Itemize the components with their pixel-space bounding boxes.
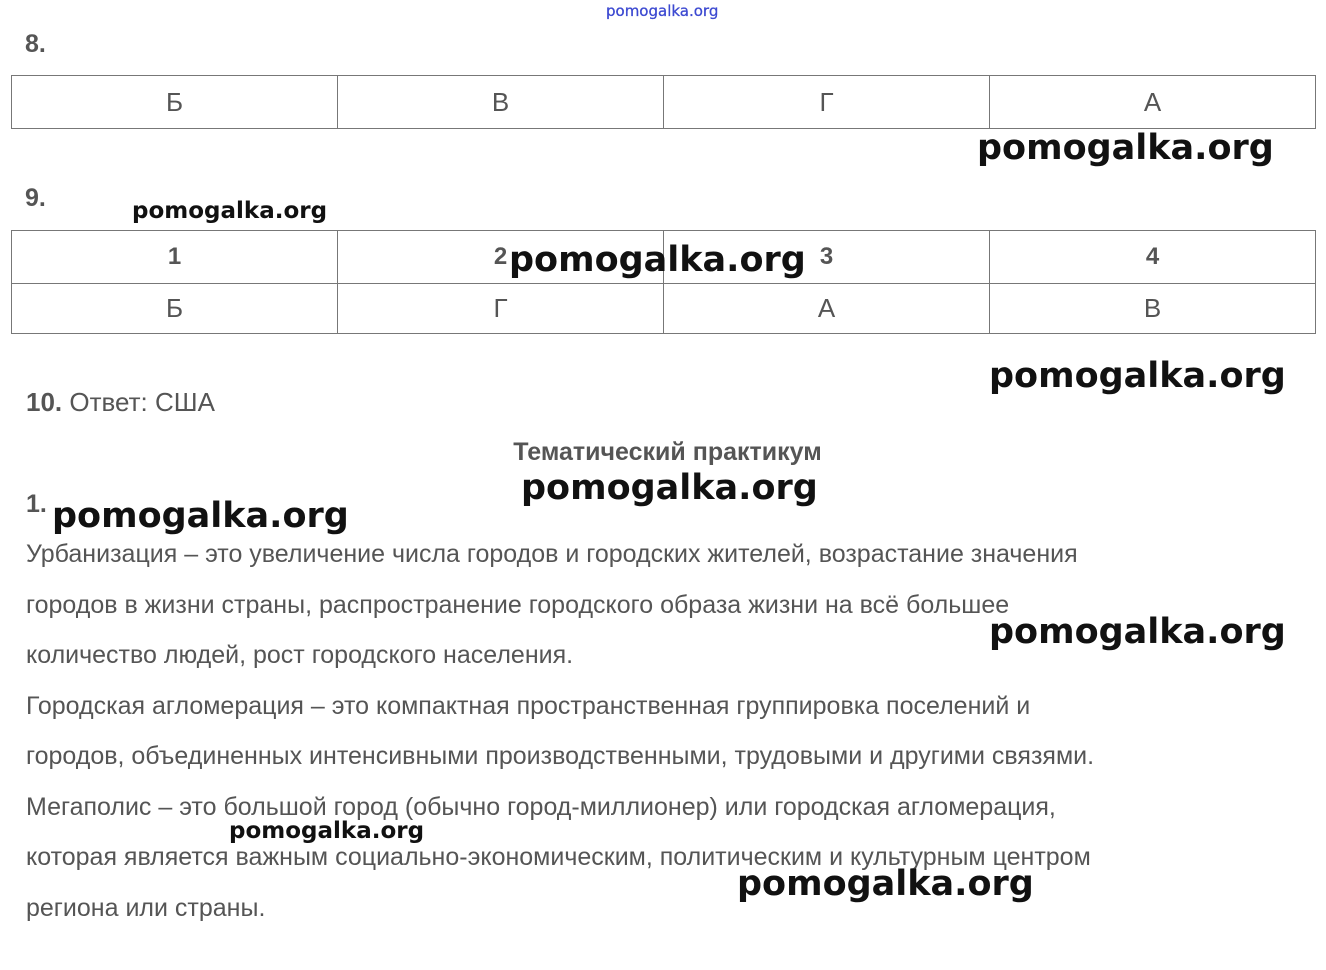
text-line: которая является важным социально-экономическим, политическим и культурным центром [26,843,1091,871]
task-1-body [26,529,1316,933]
task-9-header-3: 3 [664,231,990,284]
top-watermark: pomogalka.org [606,2,719,20]
watermark: pomogalka.org [989,612,1286,652]
task-10-answer: Ответ: США [69,387,215,417]
task-8-cell-1: Б [12,76,338,129]
text-line: городов, объединенных интенсивными производственными, трудовыми и другими связями. [26,742,1095,770]
watermark: pomogalka.org [52,496,349,536]
section-title [0,438,1326,467]
task-9-cell-1: Б [12,284,338,334]
text-line: Мегаполис – это большой город (обычно город-миллионер) или городская агломерация, [26,792,1056,821]
task-8-cell-3: Г [664,76,990,129]
task-9-header-2: 2 [338,231,664,284]
section-title-text: Тематический практикум [513,438,822,466]
task-8-row [12,76,1316,129]
task-9-cell-2: Г [338,284,664,334]
task-10 [26,387,215,418]
text-line: Городская агломерация – это компактная пространственная группировка поселений и [26,691,1031,720]
task-9-number: 9. [25,184,46,212]
watermark: pomogalka.org [509,240,806,280]
task-9-header-4: 4 [990,231,1316,284]
text-line: количество людей, рост городского населения. [26,641,574,669]
task-8-answer-table [11,75,1316,129]
task-8-cell-2: В [338,76,664,129]
text-line: городов в жизни страны, распространение городского образа жизни на всё большее [26,590,1010,619]
task-1-number: 1. [26,490,47,518]
task-9-header-1: 1 [12,231,338,284]
watermark: pomogalka.org [521,468,818,508]
text-line: Урбанизация – это увеличение числа городов и городских жителей, возрастание значения [26,540,1078,568]
task-9-answer-row [12,284,1316,334]
task-9-cell-3: А [664,284,990,334]
task-10-number: 10. [26,387,63,417]
watermark: pomogalka.org [737,864,1034,904]
watermark: pomogalka.org [229,818,425,844]
watermark: pomogalka.org [989,356,1286,396]
task-8-cell-4: А [990,76,1316,129]
task-8-number: 8. [25,30,46,58]
text-line: региона или страны. [26,893,266,922]
watermark: pomogalka.org [977,128,1274,168]
watermark: pomogalka.org [132,198,328,224]
task-9-cell-4: В [990,284,1316,334]
